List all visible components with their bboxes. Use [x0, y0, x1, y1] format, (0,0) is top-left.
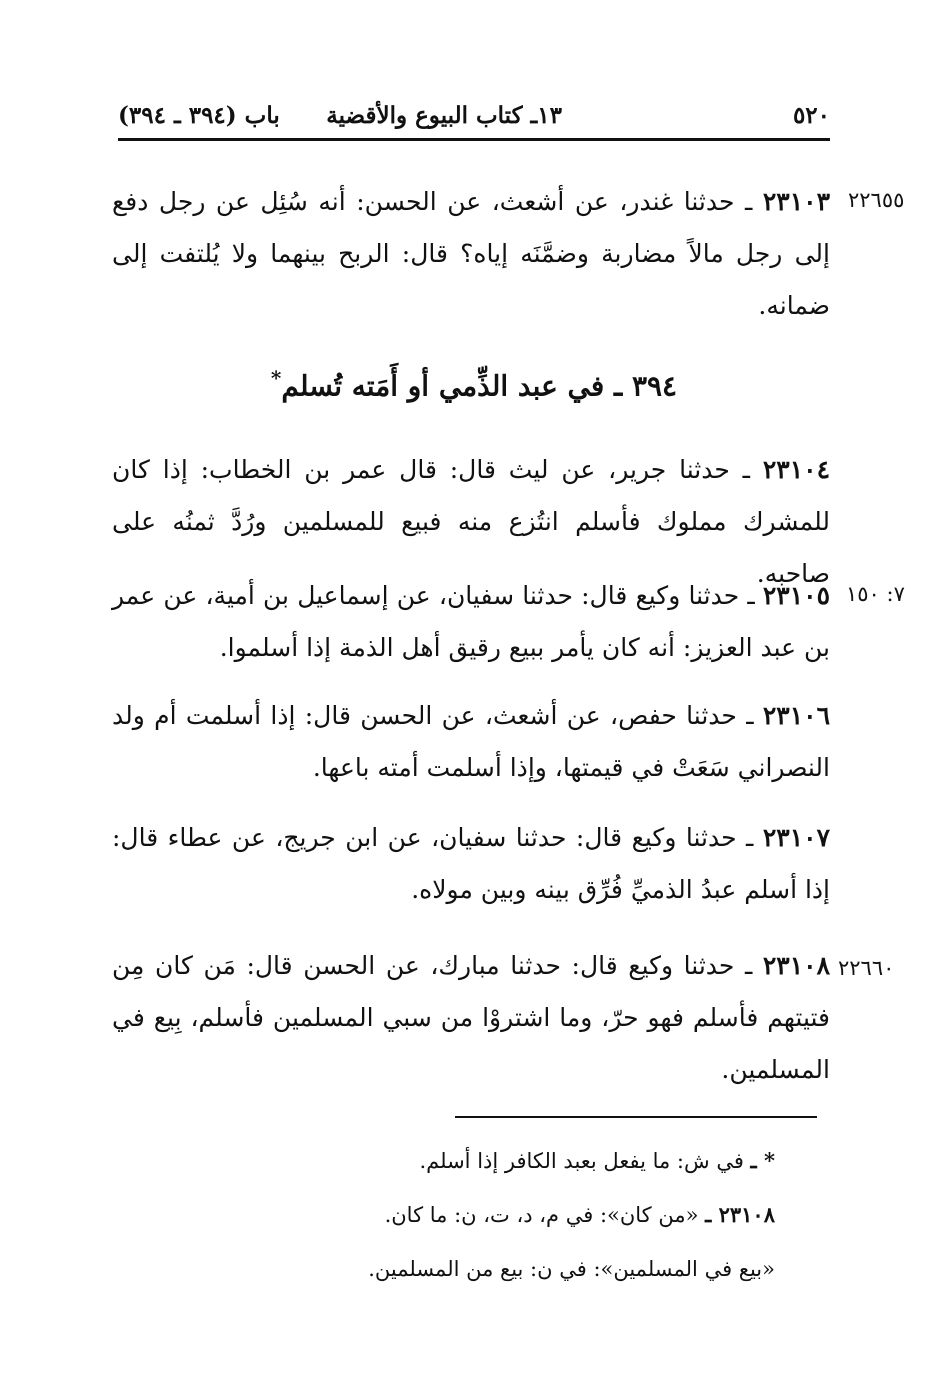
footnote: [215, 1146, 775, 1176]
footnote: [215, 1254, 775, 1284]
footnote-text: «بيع في المسلمين»: في ن: بيع من المسلمين.: [368, 1257, 775, 1281]
hadith-number: ٢٣١٠٦: [762, 701, 830, 730]
hadith-number: ٢٣١٠٣: [762, 187, 830, 216]
hadith-text: ـ حدثنا وكيع قال: حدثنا مبارك، عن الحسن قال: مَن كان مِن فتيتهم فأسلم فهو حرّ، وما اشتروْا من سبي المسلمين فأسلم، بِيع في المسلمين.: [112, 951, 830, 1084]
footnote-marker: *: [270, 366, 282, 390]
footnote-divider: [455, 1116, 817, 1118]
hadith-paragraph: [112, 176, 830, 332]
hadith-text: ـ حدثنا وكيع قال: حدثنا سفيان، عن ابن جريج، عن عطاء قال: إذا أسلم عبدُ الذميِّ فُرِّق بينه وبين مولاه.: [112, 823, 830, 904]
hadith-number: ٢٣١٠٧: [762, 823, 830, 852]
book-title: ١٣ـ كتاب البيوع والأقضية: [326, 102, 562, 129]
page-number: ٥٢٠: [792, 102, 830, 129]
hadith-text: ـ حدثنا غندر، عن أشعث، عن الحسن: أنه سُئِل عن رجل دفع إلى رجل مالاً مضاربة وضمَّنَه إياه؟ قال: الربح بينهما ولا يُلتفت إلى ضمانه.: [112, 187, 830, 320]
footnote-text: في ش: ما يفعل بعبد الكافر إذا أسلم.: [419, 1149, 751, 1173]
hadith-number: ٢٣١٠٥: [762, 581, 830, 610]
margin-reference: ٢٢٦٦٠: [838, 956, 895, 980]
hadith-paragraph: [112, 570, 830, 674]
hadith-text: ـ حدثنا حفص، عن أشعث، عن الحسن قال: إذا أسلمت أم ولد النصراني سَعَتْ في قيمتها، وإذا أسلمت أمته باعها.: [112, 701, 830, 782]
hadith-number: ٢٣١٠٨: [762, 951, 830, 980]
footnote-text: «من كان»: في م، د، ت، ن: ما كان.: [384, 1203, 706, 1227]
footnote: [215, 1200, 775, 1230]
section-heading: [118, 366, 830, 402]
chapter-range: باب (٣٩٤ ـ ٣٩٤): [118, 102, 280, 129]
footnote-lead: * ـ: [750, 1148, 775, 1173]
footnote-lead: ٢٣١٠٨ ـ: [705, 1202, 775, 1227]
hadith-paragraph: [112, 940, 830, 1096]
page-header: [118, 98, 830, 141]
section-heading-text: ٣٩٤ ـ في عبد الذِّمي أو أَمَته تُسلم: [281, 369, 678, 403]
hadith-paragraph: [112, 812, 830, 916]
hadith-text: ـ حدثنا وكيع قال: حدثنا سفيان، عن إسماعيل بن أمية، عن عمر بن عبد العزيز: أنه كان يأمر ببيع رقيق أهل الذمة إذا أسلموا.: [112, 581, 830, 662]
hadith-text: ـ حدثنا جرير، عن ليث قال: قال عمر بن الخطاب: إذا كان للمشرك مملوك فأسلم انتُزع منه فبيع للمسلمين ورُدَّ ثمنُه على صاحبه.: [112, 455, 830, 588]
margin-reference: ٢٢٦٥٥: [848, 188, 905, 212]
hadith-paragraph: [112, 690, 830, 794]
margin-reference: ٧: ١٥٠: [846, 582, 905, 606]
hadith-number: ٢٣١٠٤: [762, 455, 830, 484]
